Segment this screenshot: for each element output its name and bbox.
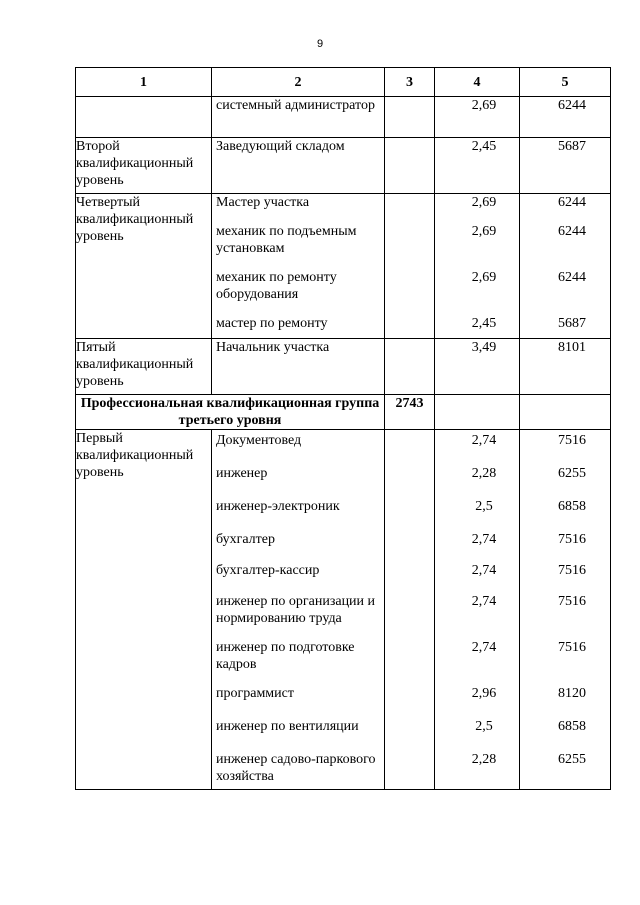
coef-cell — [435, 339, 520, 395]
salary-cell — [520, 339, 611, 395]
table-row — [76, 138, 611, 194]
position-name: системный администратор — [216, 98, 375, 113]
position-name: инженер по подготовке кадров — [216, 640, 355, 672]
coef-cell — [435, 138, 520, 194]
salary-value: 5687 — [558, 139, 586, 154]
coef-value: 2,74 — [471, 563, 497, 578]
salary-value: 6244 — [558, 270, 586, 285]
position-name: инженер по организации и нормированию труда — [216, 594, 376, 626]
coef-value: 2,74 — [471, 594, 497, 609]
coef-value: 2,74 — [471, 640, 497, 655]
position-cell — [212, 430, 385, 790]
coef-value: 2,69 — [471, 98, 497, 113]
position-name: Заведующий складом — [216, 139, 345, 154]
salary-cell — [520, 97, 611, 138]
rate-cell — [385, 194, 435, 339]
group-base-rate: 2743 — [385, 395, 435, 430]
coef-cell — [435, 97, 520, 138]
salary-cell — [520, 194, 611, 339]
salary-value: 7516 — [558, 433, 586, 448]
position-name: Мастер участка — [216, 195, 310, 210]
coef-cell — [435, 430, 520, 790]
salary-value: 6858 — [558, 719, 586, 734]
salary-cell — [520, 138, 611, 194]
coef-value: 2,28 — [471, 752, 497, 767]
position-name: Начальник участка — [216, 340, 330, 355]
level-cell — [76, 97, 212, 138]
salary-table — [75, 67, 611, 790]
rate-cell — [385, 339, 435, 395]
coef-value: 2,69 — [471, 270, 497, 285]
level-cell: Первый квалификационный уровень — [76, 430, 212, 790]
rate-cell — [385, 430, 435, 790]
salary-value: 5687 — [558, 316, 586, 331]
coef-value: 2,74 — [471, 433, 497, 448]
position-name: Документовед — [216, 433, 302, 448]
rate-cell — [385, 138, 435, 194]
coef-cell — [435, 194, 520, 339]
position-name: инженер — [216, 466, 268, 481]
level-cell: Четвертый квалификационный уровень — [76, 194, 212, 339]
header-col-3: 3 — [385, 68, 435, 97]
coef-value: 2,28 — [471, 466, 497, 481]
coef-value: 2,5 — [475, 719, 493, 734]
page-number: 9 — [316, 38, 324, 50]
coef-value: 2,74 — [471, 532, 497, 547]
salary-cell — [520, 395, 611, 430]
rate-cell — [385, 97, 435, 138]
coef-value: 2,69 — [471, 195, 497, 210]
position-name: инженер садово-паркового хозяйства — [216, 752, 376, 784]
header-col-2: 2 — [212, 68, 385, 97]
group-header-row — [76, 395, 611, 430]
position-name: программист — [216, 686, 294, 701]
table-row — [76, 339, 611, 395]
header-col-4: 4 — [435, 68, 520, 97]
level-cell: Пятый квалификационный уровень — [76, 339, 212, 395]
salary-value: 7516 — [558, 640, 586, 655]
coef-value: 2,5 — [475, 499, 493, 514]
coef-value: 2,96 — [471, 686, 497, 701]
position-name: бухгалтер — [216, 532, 275, 547]
position-name: механик по подъемным установкам — [216, 224, 357, 256]
position-name: инженер по вентиляции — [216, 719, 359, 734]
position-name: бухгалтер-кассир — [216, 563, 320, 578]
salary-value: 6244 — [558, 195, 586, 210]
position-name: инженер-электроник — [216, 499, 340, 514]
salary-value: 8120 — [558, 686, 586, 701]
salary-value: 8101 — [558, 340, 586, 355]
group-title: Профессиональная квалификационная группа третьего уровня — [76, 395, 385, 430]
table-header-row — [76, 68, 611, 97]
salary-value: 7516 — [558, 594, 586, 609]
level-cell: Второй квалификационный уровень — [76, 138, 212, 194]
header-col-1: 1 — [76, 68, 212, 97]
coef-value: 3,49 — [471, 340, 497, 355]
header-col-5: 5 — [520, 68, 611, 97]
salary-value: 6244 — [558, 224, 586, 239]
coef-value: 2,69 — [471, 224, 497, 239]
salary-value: 6858 — [558, 499, 586, 514]
position-name: механик по ремонту оборудования — [216, 270, 337, 302]
salary-value: 6255 — [558, 466, 586, 481]
position-cell — [212, 194, 385, 339]
salary-cell — [520, 430, 611, 790]
table-row — [76, 97, 611, 138]
table-row — [76, 430, 611, 790]
position-name: мастер по ремонту — [216, 316, 328, 331]
coef-value: 2,45 — [471, 316, 497, 331]
salary-value: 7516 — [558, 563, 586, 578]
coef-value: 2,45 — [471, 139, 497, 154]
position-cell — [212, 339, 385, 395]
position-cell — [212, 138, 385, 194]
position-cell — [212, 97, 385, 138]
salary-value: 6244 — [558, 98, 586, 113]
coef-cell — [435, 395, 520, 430]
salary-value: 6255 — [558, 752, 586, 767]
salary-value: 7516 — [558, 532, 586, 547]
table-row — [76, 194, 611, 339]
